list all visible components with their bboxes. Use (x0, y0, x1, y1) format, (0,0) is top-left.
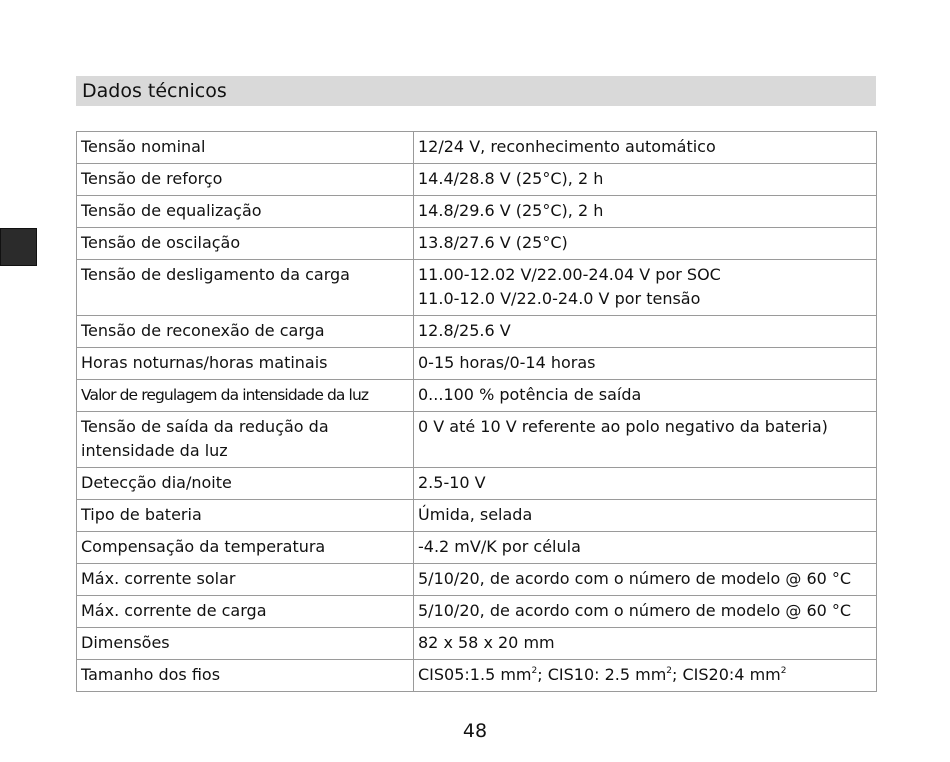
spec-value-line: 11.0-12.0 V/22.0-24.0 V por tensão (418, 289, 701, 308)
wire-size-text: ; CIS20:4 mm (672, 665, 781, 684)
spec-value: 14.4/28.8 V (25°C), 2 h (414, 164, 877, 196)
technical-data-table (76, 131, 877, 692)
spec-value: -4.2 mV/K por célula (414, 532, 877, 564)
spec-value: 12.8/25.6 V (414, 316, 877, 348)
spec-label: Tamanho dos fios (77, 660, 414, 692)
spec-label: Valor de regulagem da intensidade da luz (77, 380, 414, 412)
spec-value: 0 V até 10 V referente ao polo negativo da bateria) (414, 412, 877, 468)
spec-value: 82 x 58 x 20 mm (414, 628, 877, 660)
table-row (77, 468, 877, 500)
table-row (77, 380, 877, 412)
spec-label: Horas noturnas/horas matinais (77, 348, 414, 380)
superscript-exponent: 2 (666, 666, 673, 676)
spec-label-line: intensidade da luz (81, 441, 228, 460)
spec-value-line: 11.00-12.02 V/22.00-24.04 V por SOC (418, 265, 721, 284)
spec-value: 2.5-10 V (414, 468, 877, 500)
spec-label: Dimensões (77, 628, 414, 660)
spec-value: 12/24 V, reconhecimento automático (414, 132, 877, 164)
spec-value: 5/10/20, de acordo com o número de modelo @ 60 °C (414, 564, 877, 596)
spec-value: 13.8/27.6 V (25°C) (414, 228, 877, 260)
spec-label: Detecção dia/noite (77, 468, 414, 500)
table-row (77, 132, 877, 164)
spec-value (414, 660, 877, 692)
table-row (77, 628, 877, 660)
table-row (77, 196, 877, 228)
spec-value: 5/10/20, de acordo com o número de modelo @ 60 °C (414, 596, 877, 628)
spec-label: Tensão de equalização (77, 196, 414, 228)
section-title: Dados técnicos (76, 76, 876, 106)
table-row (77, 316, 877, 348)
spec-label: Tensão nominal (77, 132, 414, 164)
page-number: 48 (462, 720, 488, 742)
wire-size-text: CIS05:1.5 mm (418, 665, 532, 684)
table-row (77, 564, 877, 596)
spec-label (77, 412, 414, 468)
table-row (77, 500, 877, 532)
table-row (77, 660, 877, 692)
spec-label: Tensão de oscilação (77, 228, 414, 260)
spec-value: 0-15 horas/0-14 horas (414, 348, 877, 380)
spec-value (414, 260, 877, 316)
table-row (77, 412, 877, 468)
spec-value: Úmida, selada (414, 500, 877, 532)
table-row (77, 260, 877, 316)
spec-label: Compensação da temperatura (77, 532, 414, 564)
table-row (77, 532, 877, 564)
table-row (77, 348, 877, 380)
wire-size-text: ; CIS10: 2.5 mm (537, 665, 667, 684)
spec-label-line: Tensão de saída da redução da (81, 417, 329, 436)
spec-label: Máx. corrente solar (77, 564, 414, 596)
spec-label: Máx. corrente de carga (77, 596, 414, 628)
spec-label: Tensão de reconexão de carga (77, 316, 414, 348)
spec-value: 14.8/29.6 V (25°C), 2 h (414, 196, 877, 228)
chapter-marker-tab (0, 228, 37, 266)
spec-label: Tipo de bateria (77, 500, 414, 532)
table-row (77, 228, 877, 260)
table-row (77, 164, 877, 196)
spec-value: 0...100 % potência de saída (414, 380, 877, 412)
table-row (77, 596, 877, 628)
superscript-exponent: 2 (531, 666, 538, 676)
spec-label: Tensão de reforço (77, 164, 414, 196)
spec-label: Tensão de desligamento da carga (77, 260, 414, 316)
superscript-exponent: 2 (780, 666, 787, 676)
